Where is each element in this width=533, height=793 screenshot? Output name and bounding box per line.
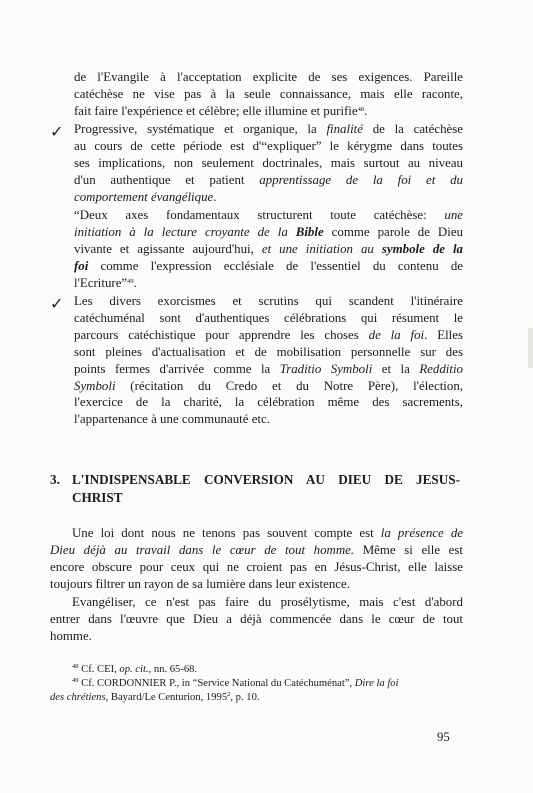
text-line: encore obscure pour ceux qui ne croient pas en Jésus-Christ, elle laisse [50, 559, 463, 574]
page-number: 95 [437, 730, 450, 744]
text-run: fait faire l'expérience et célèbre; elle illumine et purifie [74, 103, 358, 118]
text-line: parcours catéchistique pour apprendre les choses de la foi. Elles [74, 327, 463, 342]
section-title [72, 471, 460, 506]
text-line: l'Ecriture”$^{49}$. [74, 275, 137, 290]
text-line: “Deux axes fondamentaux structurent toute catéchèse: une [74, 208, 463, 222]
text-line: au cours de cette période est d'“expliquer” le kérygme dans toutes [74, 138, 463, 153]
text-line: homme. [50, 628, 92, 643]
title-line: CHRIST [72, 489, 123, 505]
text-line: de l'Evangile à l'acceptation explicite de ses exigences. Pareille [74, 70, 463, 84]
text-line: catéchèse ne vise pas à la seule connaissance, mais elle raconte, [74, 86, 463, 101]
text-line: vivante et agissante aujourd'hui, et une initiation au symbole de la [74, 241, 464, 256]
footnote-line: $^{49}$ Cf. CORDONNIER P., in “Service National du Catéchuménat”, Dire la foi [72, 677, 399, 689]
text-line: Une loi dont nous ne tenons pas souvent compte est la présence de [72, 526, 463, 540]
paragraph [50, 594, 463, 645]
text-line: foi comme l'expression ecclésiale de l'essentiel du contenu de [74, 258, 463, 273]
footnote-ref: 49 [127, 277, 134, 285]
footnote-49-cont [50, 691, 464, 705]
text-line: points fermes d'arrivée comme la Traditio Symboli et la Redditio [74, 361, 463, 376]
text-line: ses implications, non seulement doctrinales, mais surtout au niveau [74, 155, 463, 170]
text-line: catéchuménal sont d'authentiques célébrations qui résument le [74, 310, 463, 325]
footnote-48 [72, 663, 464, 677]
bullet-exorcismes [74, 293, 463, 428]
text-line: Dieu déjà au travail dans le cœur de tout homme. Même si elle est [50, 542, 463, 557]
paragraph [50, 525, 463, 593]
scan-shadow [528, 328, 533, 368]
checkmark-icon: ✓ [50, 122, 64, 141]
bullet-continuation [74, 69, 463, 120]
footnote-49 [72, 677, 464, 691]
text-line [74, 103, 463, 120]
text-line: Evangéliser, ce n'est pas faire du prosélytisme, mais c'est d'abord [72, 595, 463, 609]
footnote-line: $^{48}$ Cf. CEI, op. cit., nn. 65-68. [72, 663, 198, 675]
text-line: sont pleines d'actualisation et de mobilisation personnelle sur des [74, 344, 463, 359]
text-line: initiation à la lecture croyante de la Bible comme parole de Dieu [74, 224, 463, 239]
title-line: L'INDISPENSABLE CONVERSION AU DIEU DE JESUS- [72, 472, 460, 487]
text-line: l'appartenance à une communauté etc. [74, 412, 270, 427]
text-line: toujours filtrer un rayon de sa lumière dans leur existence. [50, 576, 350, 591]
checkmark-icon: ✓ [50, 294, 64, 313]
footnote-line: des chrétiens, Bayard/Le Centurion, 1995$^2$, p. 10. [50, 691, 260, 703]
bullet-progressive [74, 121, 463, 206]
text-line: Symboli (récitation du Credo et du Notre Père), l'élection, [74, 378, 463, 393]
text-line: entrer dans l'œuvre que Dieu a déjà commencée dans le cœur de tout [50, 611, 463, 626]
text-line: Progressive, systématique et organique, la finalité de la catéchèse [74, 122, 463, 136]
footnote-ref: 48 [357, 105, 365, 113]
text-run: . [364, 103, 368, 118]
text-line: Les divers exorcismes et scrutins qui scandent l'itinéraire [74, 294, 463, 308]
text-line: comportement évangélique. [74, 189, 217, 204]
section-number: 3. [50, 472, 60, 487]
text-line: d'un authentique et patient apprentissage de la foi et du [74, 172, 463, 187]
text-line: l'exercice de la charité, la célébration même des sacrements, [74, 395, 463, 410]
quotation [74, 207, 463, 292]
